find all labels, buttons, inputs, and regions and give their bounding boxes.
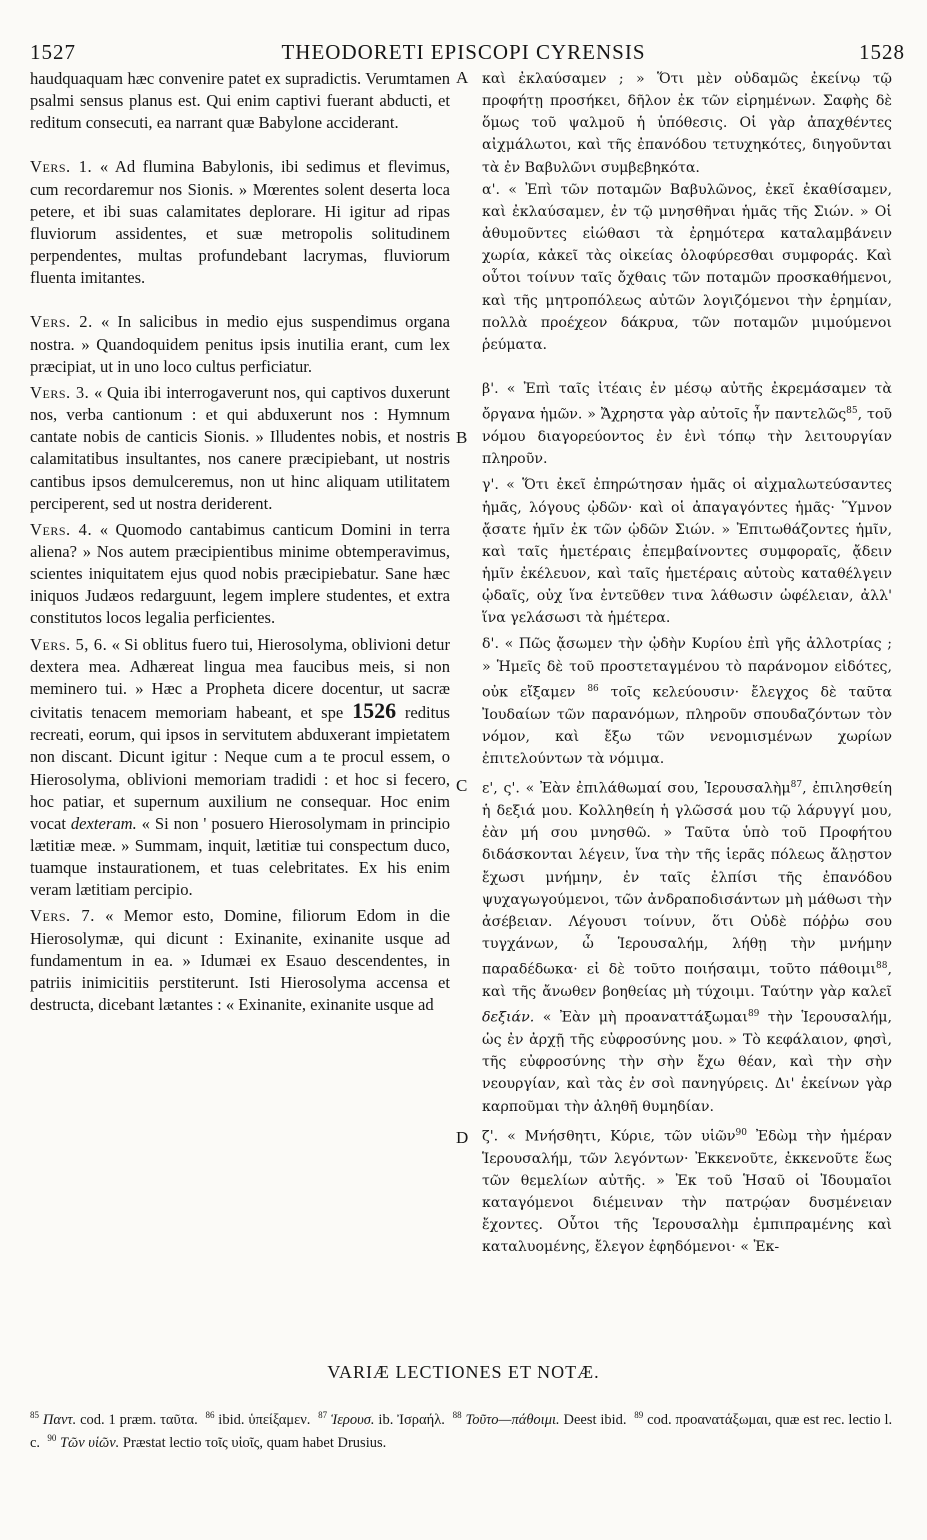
margin-letter-a: A: [456, 68, 469, 87]
note-ref: 89: [747, 1009, 760, 1020]
verse-italic: δεξιάν.: [482, 1009, 535, 1026]
greek-verse-7: [482, 1122, 892, 1259]
note-number: 88: [452, 1410, 462, 1420]
verse-text: τοῖς κελεύουσιν· ἔλεγχος δὲ ταῦτα Ἰουδαίων τῶν παρανόμων, πληροῦν σπουδαζόντων τὸν νόμον, καὶ ἔξω τῶν νενομισμένων χωρίων ἐπιτελούντων τὰ νόμιμα.: [482, 684, 893, 767]
greek-intro: καὶ ἐκλαύσαμεν ; » Ὅτι μὲν οὐδαμῶς ἐκείνῳ τῷ προφήτῃ προσήκει, δῆλον ἐκ τῶν εἰρημένων. Σαφὴς δὲ ὅμως τοῦ ψαλμοῦ ἡ ὑπόθεσις. Οἱ γὰρ ἀπαχθέντες αἰχμάλωτοι, καὶ τῆς ἐπανόδου τετυχηκότες, διηγοῦνται τὰ ἐν Βαβυλῶνι συμβεβηκότα.: [482, 71, 892, 176]
verse-text: , ἐπιλησθείη ἡ δεξιά μου. Κολληθείη ἡ γλῶσσά μου τῷ λάρυγγί μου, ἐὰν μή σου μνησθῶ. » Ταῦτα ὑπὸ τοῦ Προφήτου διδάσκονται λέγειν, ἵνα τὴν τῆς ἱερᾶς πόλεως ἄλῃστον ἔχωσι μνήμην, ἐν ταῖς ἐλπίσι τῆς ἐπανόδου ψυχαγωγούμενοι, τῶν ἀνδραποδισάντων μὴ μάθωσι τὴν ἀσέβειαν. Λέγουσι τοίνυν, ὅτι Οὐδὲ πόῤῥω σου τυγχάνων, ὦ Ἱερουσαλήμ, λήθῃ τὴν μνήμην παραδέδωκα· εἰ δὲ τοῦτο ποιήσαιμι, τοῦτο πάθοιμι: [482, 780, 892, 978]
note-lemma: Ἱερουσ.: [330, 1411, 375, 1428]
note-lemma: Τῶν υἱῶν.: [59, 1434, 120, 1451]
note-number: 90: [47, 1432, 57, 1443]
note-ref: 85: [846, 406, 858, 417]
page-number-left: 1527: [30, 40, 76, 64]
note-ref: 88: [876, 961, 888, 972]
note-ref: 86: [587, 683, 599, 694]
note-text: ibid. ὑπείξαμεν.: [218, 1411, 311, 1428]
verse-text: « Si non ' posuero Hierosolymam in principio lætitiæ meæ. » Summam, inquit, lætitiæ tui conspectum duco, tuamque instaurationem, et tuas celebritates. Ex his enim veram lætitiam percipio.: [30, 813, 451, 900]
verse-text: « Ad flumina Babylonis, ibi sedimus et flevimus, cum recordaremur nos Sionis. » Mœrentes solent deserta loca petere, et ibi suas calamitates deplorare. Hi igitur ad ripas fluviorum assidentes, et suæ metropolis solitudinem perpendentes, multas profundebant lacrymas, fluviorum fluenta imitantes.: [30, 157, 450, 288]
note-number: 89: [634, 1410, 644, 1420]
latin-intro: haudquaquam hæc convenire patet ex supradictis. Verumtamen psalmi sensus planus est. Qui enim captivi fuerant abducti, et reditum consecuti, ea narrant quæ Babylone acciderant.: [30, 69, 450, 133]
note-ref: 87: [790, 780, 803, 791]
greek-verse-3: γ'. « Ὅτι ἐκεῖ ἐπηρώτησαν ἡμᾶς οἱ αἰχμαλωτεύσαντες ἡμᾶς, λόγους ᾠδῶν· καὶ οἱ ἀπαγαγόντες ἡμᾶς· Ὕμνον ᾄσατε ἡμῖν ἐκ τῶν ᾠδῶν Σιών. » Ἐπιτωθάζοντες ἡμῖν, καὶ ταῖς ἡμετέραις ἐπεμβαίνοντες συμφοραῖς, ᾄδειν ἡμῖν ἐκέλευον, καὶ ταῖς ἡμετέραις αὐτοὺς καταθέλγειν ᾠδαῖς, οὐχ ἵνα ἐντεῦθεν τινα λάθωσιν ὠφέλειαν, ἀλλ' ἵνα γελάσωσι τὰ ἡμέτερα.: [482, 477, 892, 627]
note-text: ib. Ἰσραήλ.: [378, 1411, 445, 1428]
note-text: cod. προανατάξωμαι, quæ est rec. lectio l. c.: [30, 1411, 893, 1451]
note-lemma: Παντ.: [42, 1411, 77, 1428]
verse-label: Vers. 1.: [30, 157, 93, 177]
note-number: 86: [205, 1410, 215, 1420]
verse-text: Ἐδὼμ τὴν ἡμέραν Ἱερουσαλήμ, τῶν λεγόντων· Ἐκκενοῦτε, ἐκκενοῦτε ἕως τῶν θεμελίων αὐτῆς. » Ἐκ τοῦ Ἡσαῦ οἱ Ἰδουμαῖοι καταγόμενοι διέμειναν τὴν πατρῴαν δυσμένειαν ἔχοντες. Οὗτοι τῆς Ἱερουσαλὴμ ἐμπιπραμένης καὶ καταλυομένης, ἔλεγον ἐφηδόμενοι· « Ἐκ-: [482, 1128, 892, 1256]
page-number-right: 1528: [859, 40, 905, 64]
margin-letter-c: C: [456, 776, 468, 795]
verse-text: « Quia ibi interrogaverunt nos, qui captivos duxerunt nos, verba cantionum : et qui abduxerunt nos : Hymnum cantate nobis de canticis Sionis. » Illudentes nobis, et nostris calamitatibus insultantes, nos canere præcipiebant, ut nostris cantibus ipsos demulceremus, non ut hinc aliquam utilitatem perciperent, sed ut nostra deriderent.: [30, 382, 450, 513]
verse-text: ε', ς'. « Ἐὰν ἐπιλάθωμαί σου, Ἱερουσαλὴμ: [482, 780, 791, 797]
verse-text: τὴν Ἱερουσαλήμ, ὡς ἐν ἀρχῇ τῆς εὐφροσύνης μου. » Τὸ κεφάλαιον, φησὶ, τῆς εὐφροσύνης τὴν σὴν ἔχω θέαν, καὶ τὴν σὴν νεουργίαν, καὶ τὰς ἐν σοὶ πανηγύρεις. Δι' ἐκείνων γὰρ καρποῦμαι τὴν ἀληθῆ θυμηδίαν.: [482, 1009, 892, 1115]
latin-verse-1: [30, 156, 450, 289]
verse-label: Vers. 4.: [30, 519, 93, 539]
greek-verse-5-6: [482, 774, 892, 1118]
verse-italic: dexteram.: [70, 813, 137, 833]
verse-text: « Ἐὰν μὴ προαναττάξωμαι: [542, 1009, 748, 1026]
latin-verse-4: [30, 519, 450, 630]
latin-verse-3: [30, 382, 450, 515]
notes-block: [30, 1406, 892, 1452]
greek-verse-4: [482, 633, 892, 770]
greek-verse-2: [482, 378, 892, 470]
verse-text: ζ'. « Μνήσθητι, Κύριε, τῶν υἱῶν: [482, 1128, 736, 1145]
verse-text: , καὶ τῆς ἄνωθεν βοηθείας μὴ τύχοιμι. Ταύτην γὰρ καλεῖ: [482, 961, 892, 1001]
note-text: Præstat lectio τοῖς υἱοῖς, quam habet Drusius.: [122, 1434, 387, 1451]
verse-text: reditus recreati, eorum, qui ipsos in servitutem abduxerant impietatem non discant. Dicunt igitur : Neque cum a te procul essem, o Hierosolyma, oblivioni memoriam tradidi : et hoc si fecero, hoc patiar, et supernum auxilium ne consequar. Hoc enim vocat: [30, 703, 451, 833]
greek-column: [482, 68, 892, 1258]
migne-column-number: 1526: [352, 698, 397, 724]
note-text: Deest ibid.: [563, 1411, 627, 1428]
note-number: 87: [318, 1410, 328, 1420]
note-number: 85: [30, 1410, 39, 1420]
verse-label: Vers. 7.: [30, 906, 95, 926]
latin-verse-7: [30, 905, 450, 1016]
verse-text: « Si oblitus fuero tui, Hierosolyma, oblivioni detur dextera mea. Adhæreat lingua mea faucibus meis, si non meminero tui. » Hæc a Propheta dicere docentur, ut sacræ civitatis tenacem memoriam habeant, et spe: [30, 634, 450, 723]
verse-text: β'. « Ἐπὶ ταῖς ἰτέαις ἐν μέσῳ αὐτῆς ἐκρεμάσαμεν τὰ ὄργανα ἡμῶν. » Ἄχρηστα γὰρ αὐτοῖς ἦν παντελῶς: [482, 381, 892, 423]
latin-column: [30, 68, 450, 1016]
note-ref: 90: [735, 1127, 747, 1138]
notes-heading: VARIÆ LECTIONES ET NOTÆ.: [327, 1362, 600, 1382]
note-lemma: Τοῦτο—πάθοιμι.: [465, 1411, 560, 1428]
margin-letter-d: D: [456, 1128, 469, 1147]
latin-verse-2: [30, 311, 450, 377]
verse-label: Vers. 5, 6.: [30, 634, 108, 654]
latin-verse-5-6: [30, 634, 450, 902]
verse-label: Vers. 2.: [30, 312, 93, 332]
verse-label: Vers. 3.: [30, 382, 90, 402]
running-title: THEODORETI EPISCOPI CYRENSIS: [281, 40, 646, 64]
verse-text: « In salicibus in medio ejus suspendimus organa nostra. » Quandoquidem penitus ipsis inutilia erant, cum lex præcipiat, ut in uno loco cultus perficiatur.: [30, 312, 450, 376]
verse-text: δ'. « Πῶς ᾄσωμεν τὴν ᾠδὴν Κυρίου ἐπὶ γῆς ἀλλοτρίας ; » Ἡμεῖς δὲ τοῦ προστεταγμένου τὸ παράνομον εἰδότες, οὐκ εἴξαμεν: [482, 636, 892, 701]
note-text: cod. 1 præm. ταῦτα.: [80, 1411, 198, 1428]
verse-text: « Memor esto, Domine, filiorum Edom in die Hierosolymæ, qui dicunt : Exinanite, exinanite usque ad fundamentum in ea. » Idumæi ex Esauo descendentes, in patriis inimicitiis perstiterunt. Isti Hierosolyma accensa et destructa, dicebant lætantes : « Exinanite, exinanite usque ad: [30, 906, 451, 1015]
verse-text: , τοῦ νόμου διαγορεύοντος ἐν ἑνὶ τόπῳ τὴν λειτουργίαν πληροῦν.: [482, 406, 892, 468]
margin-letter-b: B: [456, 428, 468, 447]
verse-text: « Quomodo cantabimus canticum Domini in terra aliena? » Nos autem præcipientibus minime obtemperavimus, scientes iniquitatem ejus quod nobis præcipiebatur. Sane hæc iniquos Judæos redarguunt, legem implere studentes, et extra constitutos locos legalia perficientes.: [30, 519, 450, 628]
greek-verse-1: α'. « Ἐπὶ τῶν ποταμῶν Βαβυλῶνος, ἐκεῖ ἐκαθίσαμεν, καὶ ἐκλαύσαμεν, ἐν τῷ μνησθῆναι ἡμᾶς τῆς Σιών. » Οἱ ἀθυμοῦντες εἰώθασι τὰ ἐρημότερα καταλαμβάνειν χωρία, κἀκεῖ τὰς οἰκείας ὀλοφύρεσθαι συμφοράς. Καὶ οὗτοι τοίνυν ταῖς ὄχθαις τῶν ποταμῶν προσκαθήμενοι, καὶ τῆς μητροπόλεως αὐτῶν λογιζόμενοι τὴν ἐρημίαν, πολλὰ προέχεον δάκρυα, τῶν ποταμῶν μιμούμενοι ῥεύματα.: [482, 181, 892, 353]
